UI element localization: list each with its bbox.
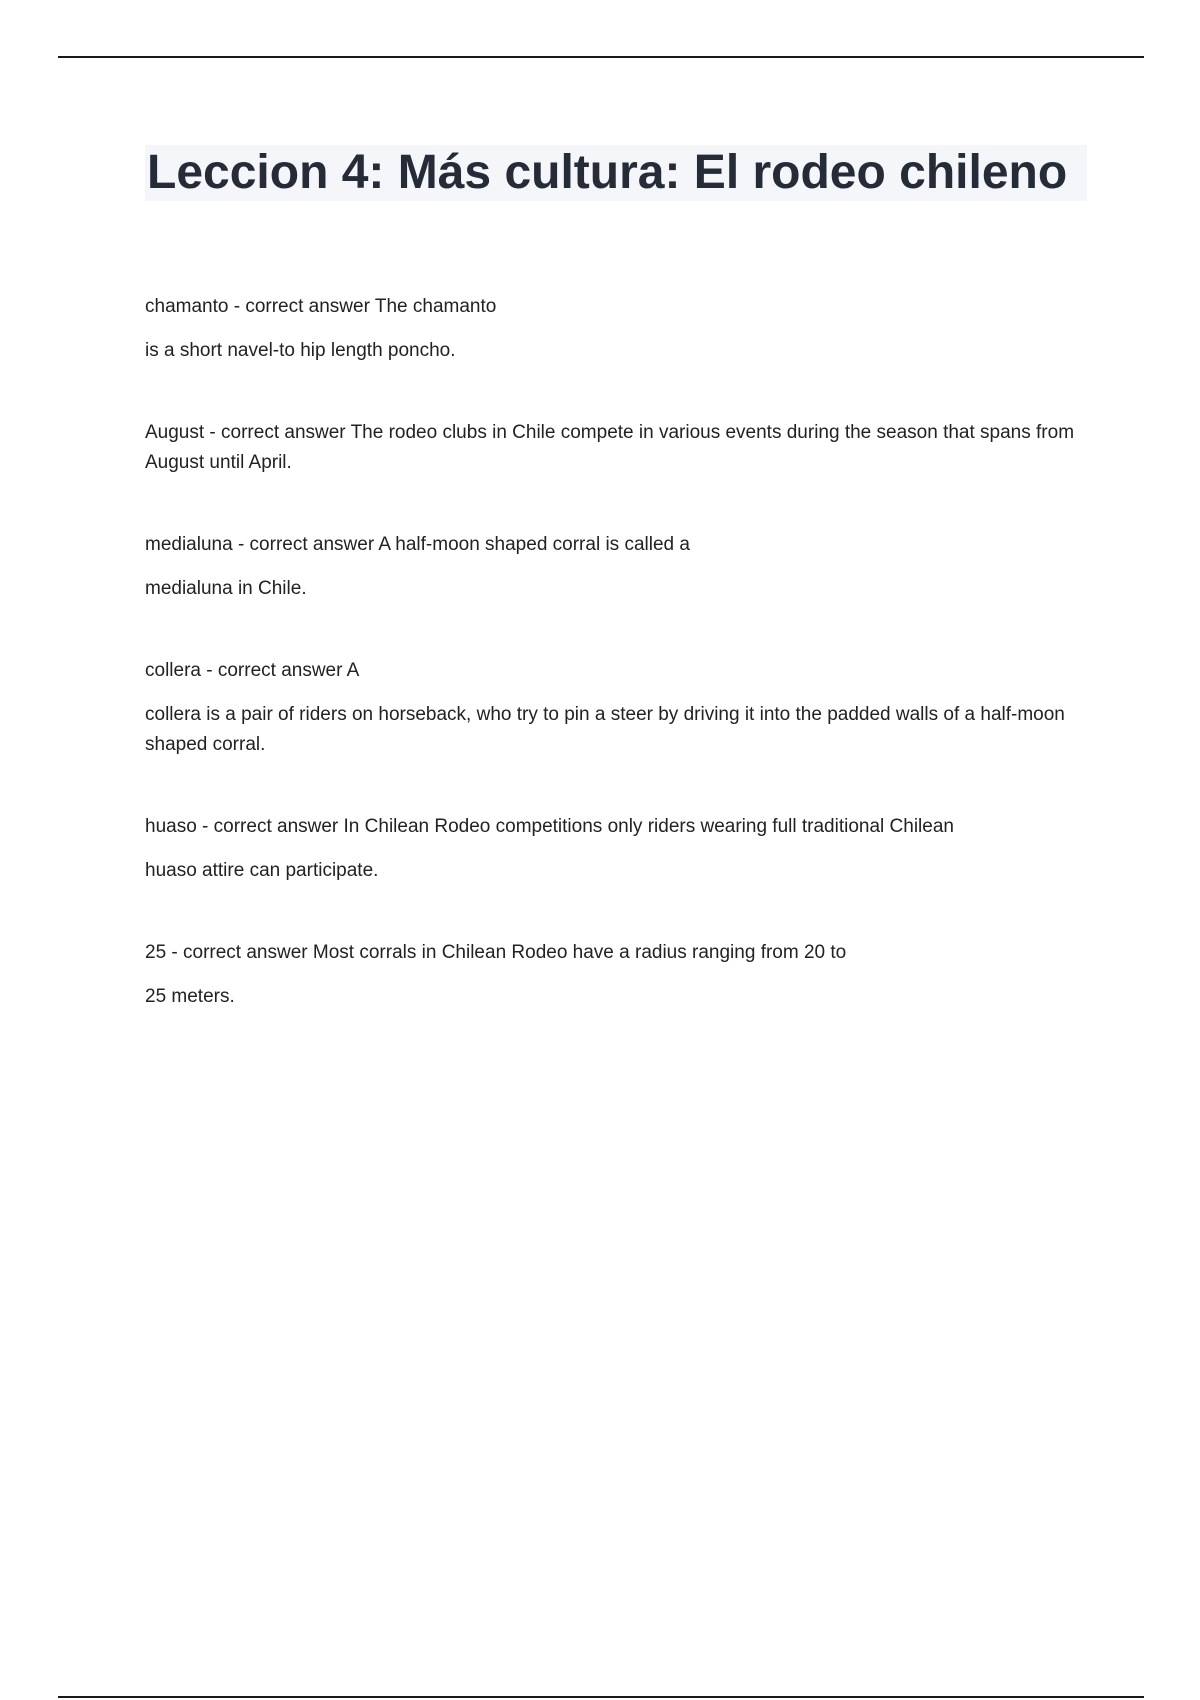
flashcard-25 bbox=[145, 938, 1085, 1012]
flashcard-august bbox=[145, 418, 1085, 478]
flashcard-term-line: huaso - correct answer In Chilean Rodeo competitions only riders wearing full traditional Chilean bbox=[145, 816, 954, 837]
flashcard-term-line: 25 - correct answer Most corrals in Chilean Rodeo have a radius ranging from 20 to bbox=[145, 942, 847, 963]
flashcard-definition-line: medialuna in Chile. bbox=[145, 578, 307, 599]
flashcard-term-line: chamanto - correct answer The chamanto bbox=[145, 296, 497, 317]
flashcard-definition-line: 25 meters. bbox=[145, 986, 235, 1007]
top-rule bbox=[58, 56, 1144, 58]
flashcard-term-line: collera - correct answer A bbox=[145, 660, 360, 681]
page-title: Leccion 4: Más cultura: El rodeo chileno bbox=[147, 146, 1068, 199]
flashcard-definition-line: is a short navel-to hip length poncho. bbox=[145, 340, 456, 361]
bottom-rule bbox=[58, 1696, 1144, 1698]
flashcard-definition-line: huaso attire can participate. bbox=[145, 860, 379, 881]
flashcard-collera bbox=[145, 656, 1085, 760]
flashcard-term-line: medialuna - correct answer A half-moon shaped corral is called a bbox=[145, 534, 690, 555]
flashcard-list bbox=[145, 292, 1085, 1064]
flashcard-medialuna bbox=[145, 530, 1085, 604]
flashcard-chamanto bbox=[145, 292, 1085, 366]
title-block bbox=[145, 145, 1087, 201]
flashcard-definition-line: collera is a pair of riders on horseback, who try to pin a steer by driving it into the padded walls of a half-moon shaped corral. bbox=[145, 704, 1065, 755]
flashcard-term-line: August - correct answer The rodeo clubs in Chile compete in various events during the season that spans from August until April. bbox=[145, 422, 1075, 473]
flashcard-huaso bbox=[145, 812, 1085, 886]
